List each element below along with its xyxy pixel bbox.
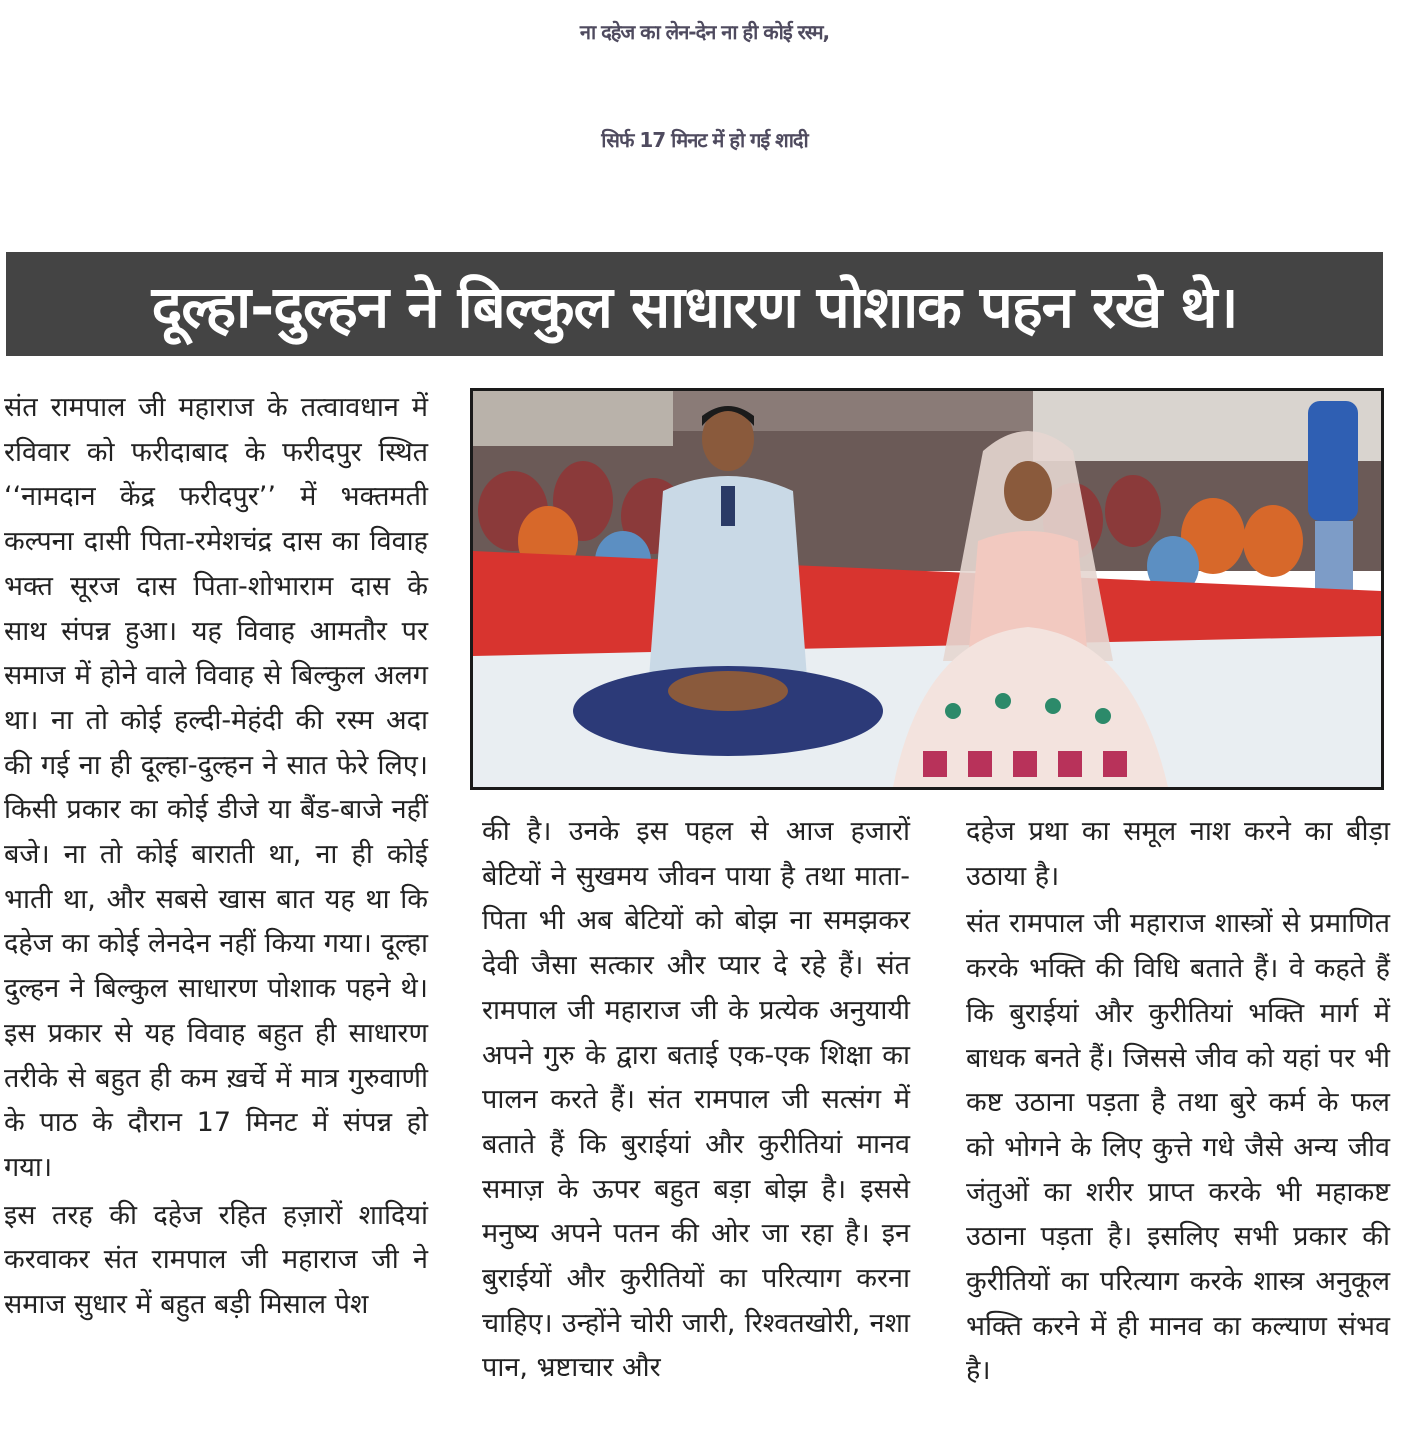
subheadline-text: दूल्हा-दुल्हन ने बिल्कुल साधारण पोशाक पहन रखे थे। xyxy=(151,272,1238,341)
subheadline-banner xyxy=(6,252,1383,356)
article-column-1 xyxy=(4,386,428,1331)
article-paragraph: की है। उनके इस पहल से आज हजारों बेटियों ने सुखमय जीवन पाया है तथा माता-पिता भी अब बेटियों को बोझ ना समझकर देवी जैसा सत्कार और प्यार दे रहे हैं। संत रामपाल जी महाराज जी के प्रत्येक अनुयायी अपने गुरु के द्वारा बताई एक-एक शिक्षा का पालन करते हैं। संत रामपाल जी सत्संग में बताते हैं कि बुराईयां और कुरीतियां मानव समाज़ के ऊपर बहुत बड़ा बोझ है। इससे मनुष्य अपने पतन की ओर जा रहा है। इन बुराईयों और कुरीतियों का परित्याग करना चाहिए। उन्होंने चोरी जारी, रिश्वतखोरी, नशा पान, भ्रष्टाचार और xyxy=(482,816,910,1384)
article-column-2 xyxy=(482,810,910,1394)
photo-illustration xyxy=(473,391,1381,787)
headline-line-1: ना दहेज का लेन-देन ना ही कोई रस्म, xyxy=(579,20,830,44)
article-paragraph: इस तरह की दहेज रहित हज़ारों शादियां करवाकर संत रामपाल जी महाराज जी ने समाज सुधार में बहुत बड़ी मिसाल पेश xyxy=(4,1199,428,1321)
article-column-3 xyxy=(966,810,1390,1397)
headline-line-2: सिर्फ 17 मिनट में हो गई शादी xyxy=(601,128,808,152)
article-paragraph: संत रामपाल जी महाराज के तत्वावधान में रविवार को फरीदाबाद के फरीदपुर स्थित ‘‘नामदान केंद्र फरीदपुर’’ में भक्तमती कल्पना दासी पिता-रमेशचंद्र दास का विवाह भक्त सूरज दास पिता-शोभाराम दास के साथ संपन्न हुआ। यह विवाह आमतौर पर समाज में होने वाले विवाह से बिल्कुल अलग था। ना तो कोई हल्दी-मेहंदी की रस्म अदा की गई ना ही दूल्हा-दुल्हन ने सात फेरे लिए। किसी प्रकार का कोई डीजे या बैंड-बाजे नहीं बजे। ना तो कोई बाराती था, ना ही कोई भाती था, और सबसे खास बात यह था कि दहेज का कोई लेनदेन नहीं किया गया। दूल्हा दुल्हन ने बिल्कुल साधारण पोशाक पहने थे। इस प्रकार से यह विवाह बहुत ही साधारण तरीके से बहुत ही कम ख़र्चे में मात्र गुरुवाणी के पाठ के दौरान 17 मिनट में संपन्न हो गया। xyxy=(4,392,428,1183)
article-paragraph: दहेज प्रथा का समूल नाश करने का बीड़ा उठाया है। xyxy=(966,816,1390,892)
wedding-couple-photo xyxy=(470,388,1384,790)
article-paragraph: संत रामपाल जी महाराज शास्त्रों से प्रमाणित करके भक्ति की विधि बताते हैं। वे कहते हैं कि बुराईयां और कुरीतियां भक्ति मार्ग में बाधक बनते हैं। जिससे जीव को यहां पर भी कष्ट उठाना पड़ता है तथा बुरे कर्म के फल को भोगने के लिए कुत्ते गधे जैसे अन्य जीव जंतुओं का शरीर प्राप्त करके भी महाकष्ट उठाना पड़ता है। इसलिए सभी प्रकार की कुरीतियों का परित्याग करके शास्त्र अनुकूल भक्ति करने में ही मानव का कल्याण संभव है। xyxy=(966,908,1390,1387)
